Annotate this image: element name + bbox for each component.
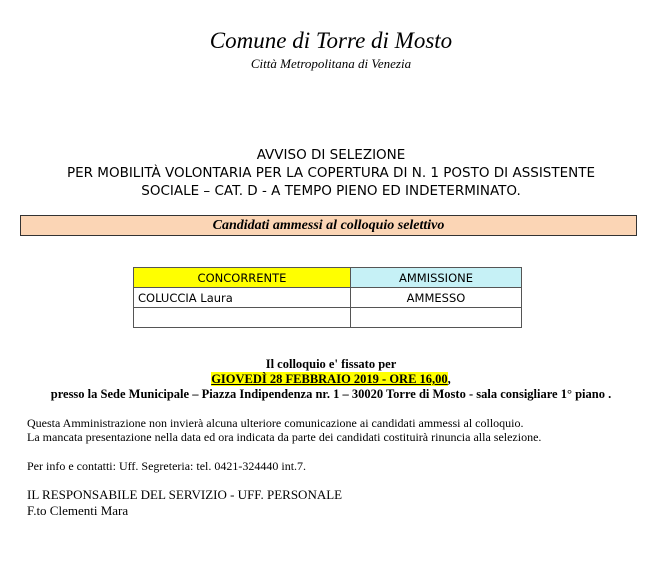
info-paragraph-2: La mancata presentazione nella data ed ora indicata da parte dei candidati costituirà rinuncia alla selezione.	[27, 430, 542, 444]
signatory-role: IL RESPONSABILE DEL SERVIZIO - UFF. PERSONALE	[27, 487, 343, 502]
interview-intro: Il colloquio e' fissato per	[265, 357, 397, 371]
candidate-name-cell: COLUCCIA Laura	[134, 288, 351, 308]
admission-status-cell	[351, 308, 522, 328]
table-row	[134, 288, 522, 308]
notice-heading-line1: AVVISO DI SELEZIONE	[256, 147, 406, 163]
interview-date-line	[0, 372, 662, 387]
info-paragraph-1: Questa Amministrazione non invierà alcuna ulteriore comunicazione ai candidati ammessi al colloquio.	[27, 416, 524, 430]
document-subtitle: Città Metropolitana di Venezia	[250, 56, 412, 71]
column-header-ammissione: AMMISSIONE	[351, 268, 522, 288]
candidates-table	[133, 267, 522, 328]
notice-heading-line2: PER MOBILITÀ VOLONTARIA PER LA COPERTURA DI N. 1 POSTO DI ASSISTENTE	[66, 165, 596, 181]
document-title: Comune di Torre di Mosto	[209, 28, 453, 53]
candidate-name-cell	[134, 308, 351, 328]
interview-date-suffix: ,	[447, 372, 451, 386]
interview-location: presso la Sede Municipale – Piazza Indipendenza nr. 1 – 30020 Torre di Mosto - sala consigliare 1° piano .	[50, 387, 612, 401]
signatory-name: F.to Clementi Mara	[27, 503, 129, 518]
interview-date: GIOVEDÌ 28 FEBBRAIO 2019 - ORE 16,00	[211, 372, 448, 386]
admission-status-cell: AMMESSO	[351, 288, 522, 308]
notice-heading-line3: SOCIALE – CAT. D - A TEMPO PIENO ED INDETERMINATO.	[141, 183, 521, 199]
contact-info: Per info e contatti: Uff. Segreteria: tel. 0421-324440 int.7.	[27, 459, 307, 473]
column-header-concorrente: CONCORRENTE	[134, 268, 351, 288]
table-header-row	[134, 268, 522, 288]
table-row	[134, 308, 522, 328]
admitted-candidates-banner: Candidati ammessi al colloquio selettivo	[20, 215, 637, 236]
